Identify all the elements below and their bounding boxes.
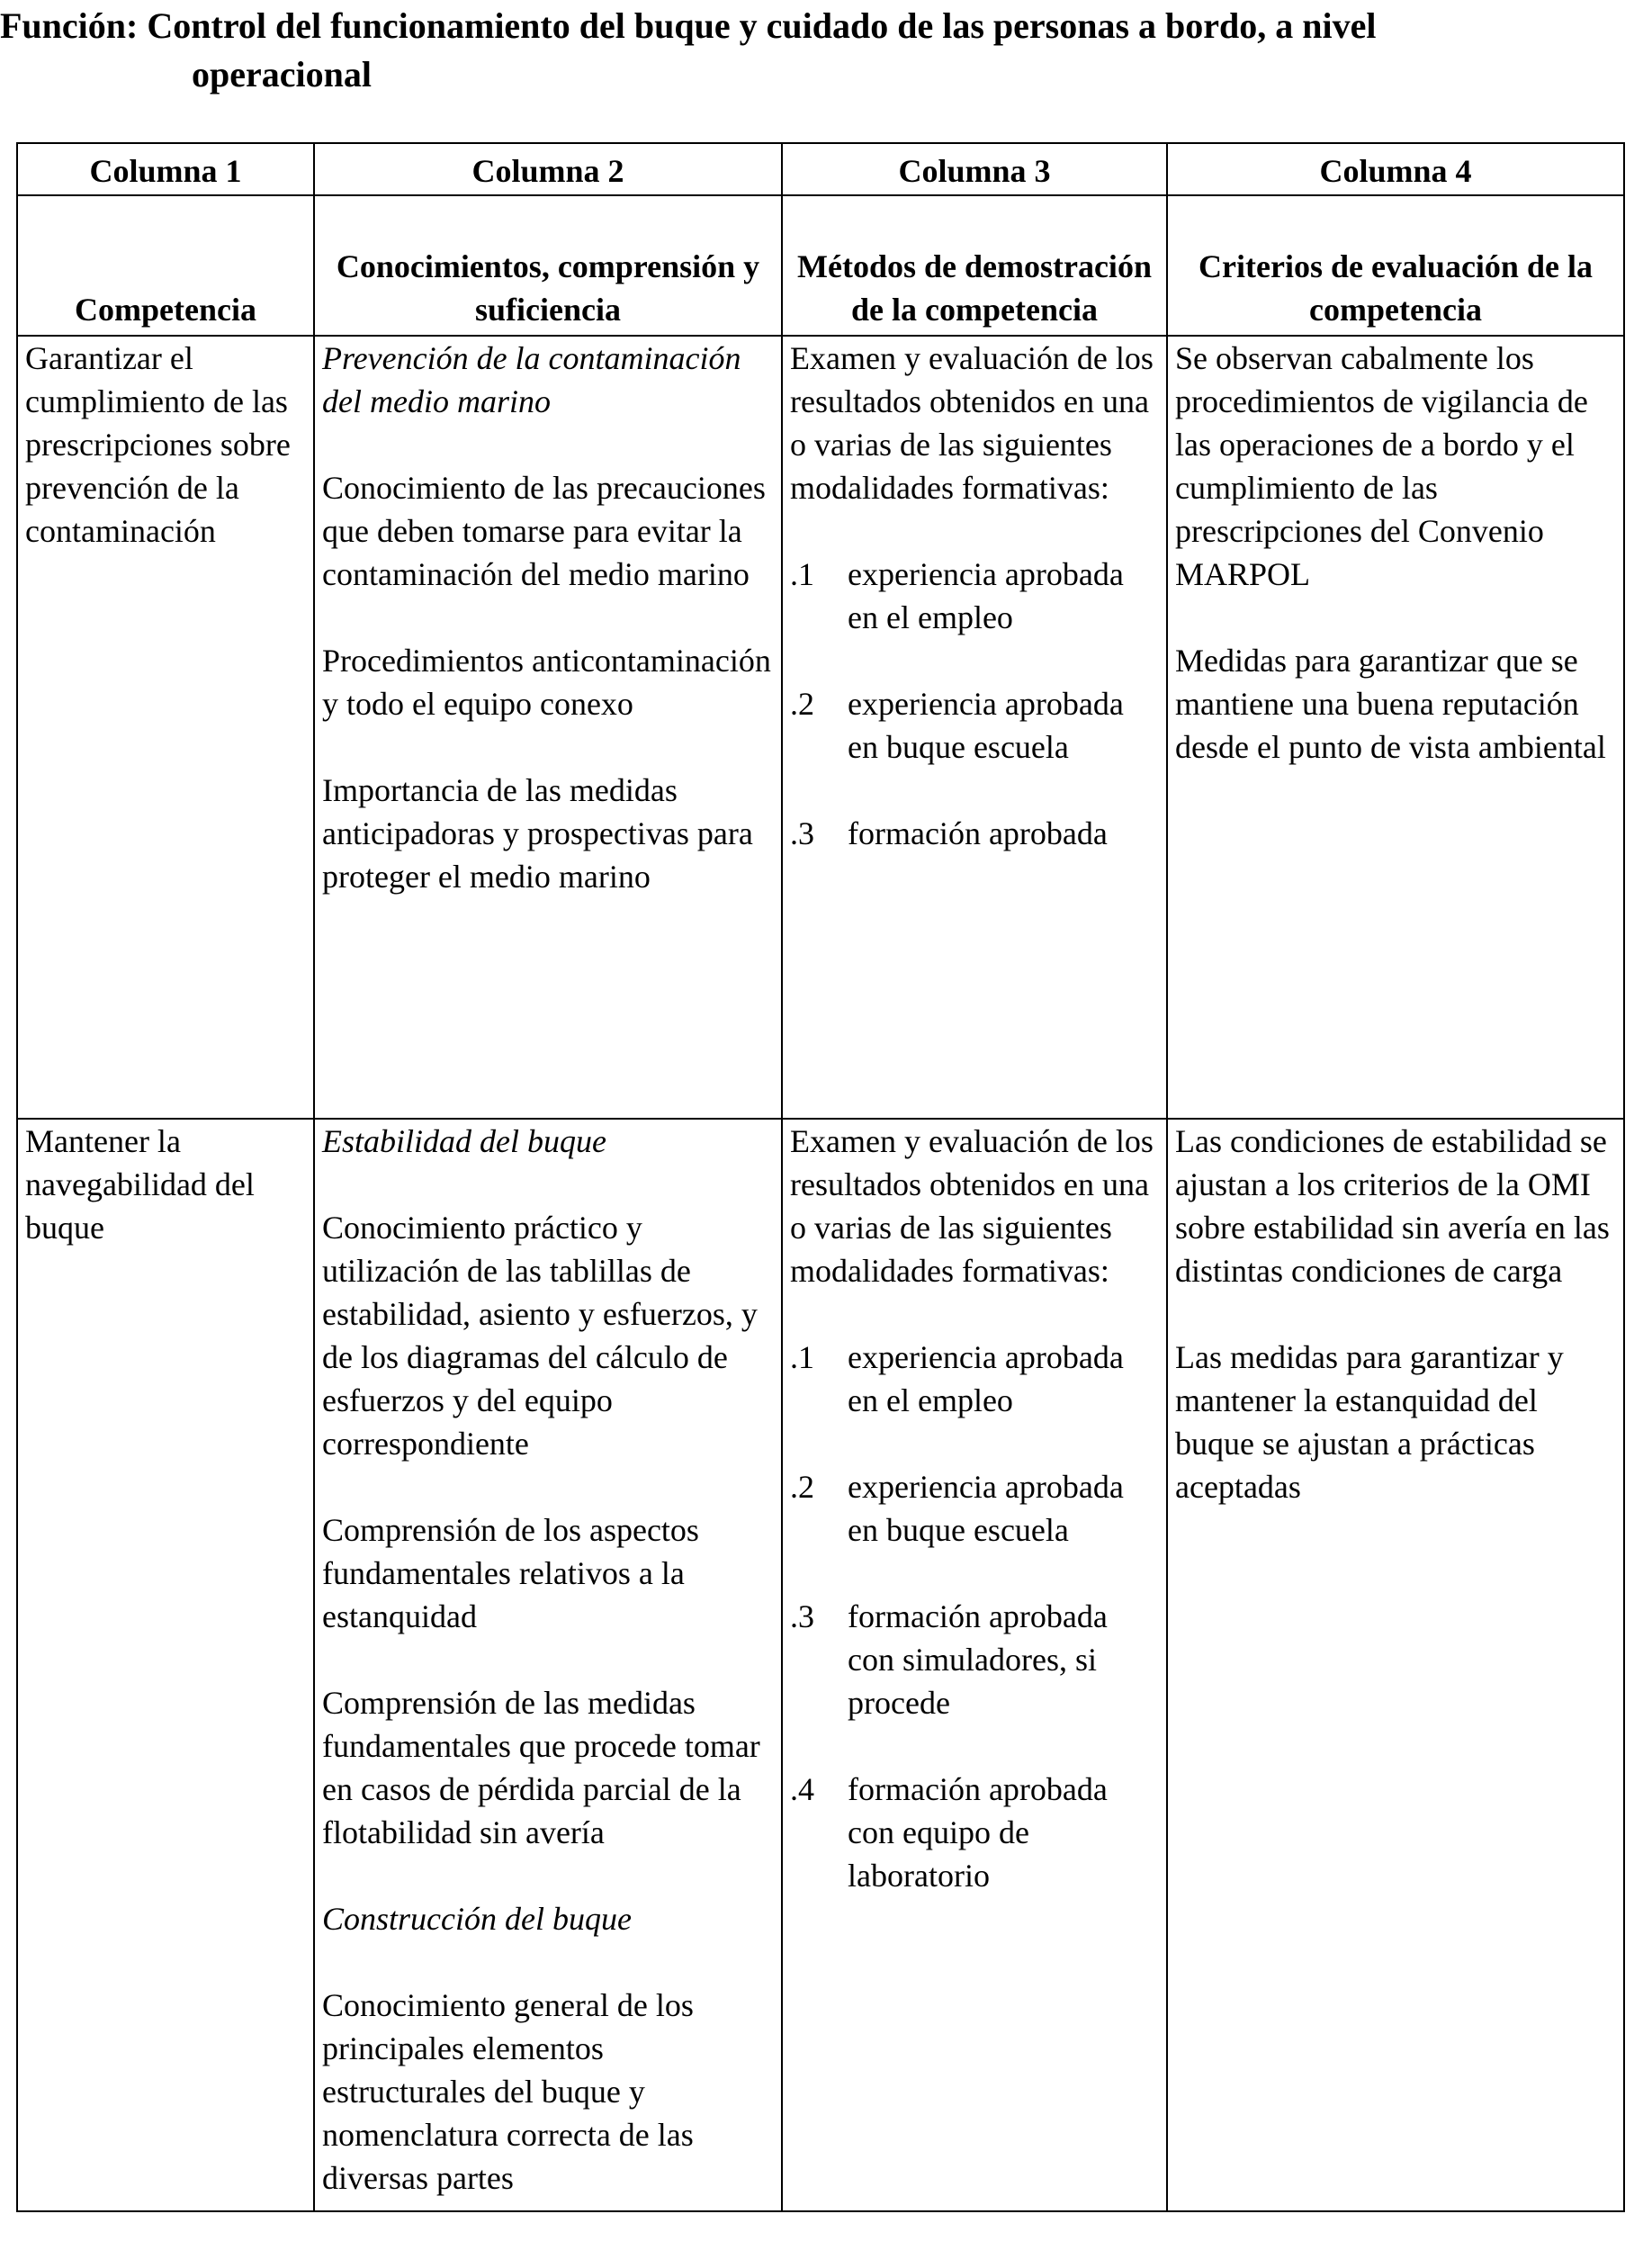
criterion-text: Las medidas para garantizar y mantener la estanquidad del buque se ajustan a prácticas aceptadas <box>1175 1339 1564 1505</box>
knowledge-item: Conocimiento de las precauciones que deben tomarse para evitar la contaminación del medio marino <box>322 470 766 592</box>
method-item <box>790 1768 1159 1897</box>
method-text: experiencia aprobada en el empleo <box>848 1339 1124 1418</box>
method-item <box>790 1465 1159 1552</box>
method-text: formación aprobada con simuladores, si procede <box>848 1598 1108 1721</box>
knowledge-item: Procedimientos anticontaminación y todo el equipo conexo <box>322 643 771 722</box>
method-number: .3 <box>790 815 814 851</box>
criterios-cell <box>1167 1119 1624 2211</box>
column-title-conocimientos: Conocimientos, comprensión y suficiencia <box>314 195 782 336</box>
knowledge-item: Conocimiento general de los principales elementos estructurales del buque y nomenclatura correcta de las diversas partes <box>322 1987 694 2196</box>
method-number: .1 <box>790 556 814 592</box>
criterion-text: Las condiciones de estabilidad se ajustan a los criterios de la OMI sobre estabilidad sin avería en las distintas condiciones de carga <box>1175 1123 1610 1289</box>
column-number-2: Columna 2 <box>314 143 782 195</box>
competencia-text: Garantizar el cumplimiento de las prescripciones sobre prevención de la contaminación <box>25 340 291 549</box>
table-row <box>17 1119 1624 2211</box>
methods-intro: Examen y evaluación de los resultados obtenidos en una o varias de las siguientes modalidades formativas: <box>790 340 1154 506</box>
method-item <box>790 682 1159 769</box>
column-number-row <box>17 143 1624 195</box>
method-text: experiencia aprobada en buque escuela <box>848 686 1124 765</box>
section-heading: Estabilidad del buque <box>322 1123 606 1159</box>
method-text: formación aprobada con equipo de laboratorio <box>848 1771 1108 1894</box>
method-text: experiencia aprobada en buque escuela <box>848 1469 1124 1548</box>
column-title-criterios: Criterios de evaluación de la competencia <box>1167 195 1624 336</box>
section-heading: Prevención de la contaminación del medio marino <box>322 340 741 419</box>
column-title-row <box>17 195 1624 336</box>
method-number: .3 <box>790 1598 814 1634</box>
competencia-text: Mantener la navegabilidad del buque <box>25 1123 255 1246</box>
method-number: .2 <box>790 1469 814 1505</box>
method-item <box>790 1595 1159 1724</box>
method-item <box>790 812 1159 855</box>
conocimientos-cell <box>314 1119 782 2211</box>
knowledge-item: Comprensión de las medidas fundamentales que procede tomar en casos de pérdida parcial de la flotabilidad sin avería <box>322 1685 760 1850</box>
conocimientos-cell <box>314 336 782 1119</box>
competencia-cell <box>17 336 314 1119</box>
metodos-cell <box>782 1119 1167 2211</box>
criterion-text: Se observan cabalmente los procedimientos de vigilancia de las operaciones de a bordo y el cumplimiento de las prescripciones del Convenio MARPOL <box>1175 340 1588 592</box>
methods-intro: Examen y evaluación de los resultados obtenidos en una o varias de las siguientes modalidades formativas: <box>790 1123 1154 1289</box>
knowledge-item: Importancia de las medidas anticipadoras y prospectivas para proteger el medio marino <box>322 772 753 895</box>
method-text: experiencia aprobada en el empleo <box>848 556 1124 635</box>
method-number: .1 <box>790 1339 814 1375</box>
column-title-competencia: Competencia <box>17 195 314 336</box>
knowledge-item: Conocimiento práctico y utilización de las tablillas de estabilidad, asiento y esfuerzos, y de los diagramas del cálculo de esfuerzos y del equipo correspondiente <box>322 1210 758 1462</box>
column-number-1: Columna 1 <box>17 143 314 195</box>
competencia-cell <box>17 1119 314 2211</box>
column-number-4: Columna 4 <box>1167 143 1624 195</box>
method-number: .2 <box>790 686 814 722</box>
function-heading-line2: operacional <box>192 54 372 94</box>
section-heading: Construcción del buque <box>322 1901 632 1937</box>
competence-table <box>16 142 1625 2212</box>
metodos-cell <box>782 336 1167 1119</box>
column-title-metodos: Métodos de demostración de la competencia <box>782 195 1167 336</box>
method-text: formación aprobada <box>848 815 1108 851</box>
criterios-cell <box>1167 336 1624 1119</box>
column-number-3: Columna 3 <box>782 143 1167 195</box>
method-number: .4 <box>790 1771 814 1807</box>
method-item <box>790 553 1159 639</box>
knowledge-item: Comprensión de los aspectos fundamentales relativos a la estanquidad <box>322 1512 699 1634</box>
method-item <box>790 1336 1159 1422</box>
function-heading-line1: Función: Control del funcionamiento del buque y cuidado de las personas a bordo, a nivel <box>0 5 1377 46</box>
criterion-text: Medidas para garantizar que se mantiene una buena reputación desde el punto de vista ambiental <box>1175 643 1606 765</box>
table-row <box>17 336 1624 1119</box>
